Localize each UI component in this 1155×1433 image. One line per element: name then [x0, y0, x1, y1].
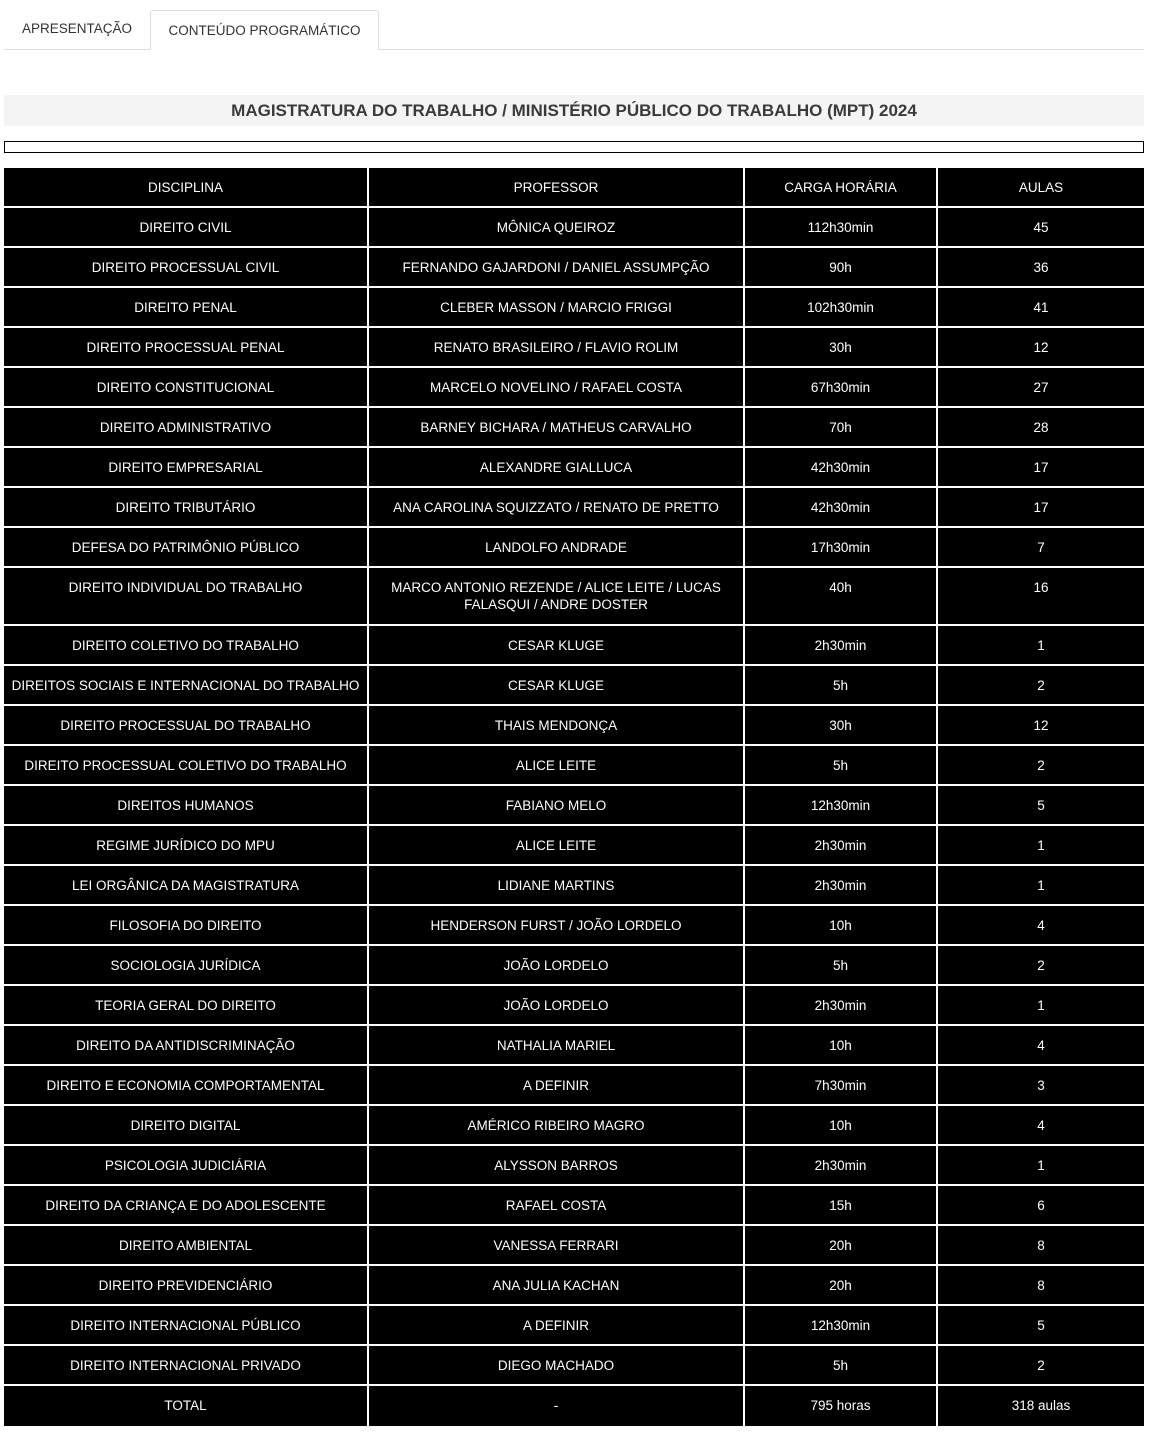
professor-cell: FERNANDO GAJARDONI / DANIEL ASSUMPÇÃO	[369, 248, 745, 288]
professor-cell: ANA JULIA KACHAN	[369, 1266, 745, 1306]
aulas-cell: 1	[938, 1146, 1144, 1186]
table-row	[4, 208, 1144, 248]
aulas-cell: 36	[938, 248, 1144, 288]
carga-horaria-cell: 30h	[745, 328, 938, 368]
professor-cell: DIEGO MACHADO	[369, 1346, 745, 1386]
disciplina-cell: DIREITO INDIVIDUAL DO TRABALHO	[4, 568, 369, 626]
professor-cell: NATHALIA MARIEL	[369, 1026, 745, 1066]
aulas-cell: 1	[938, 866, 1144, 906]
carga-horaria-cell: 15h	[745, 1186, 938, 1226]
carga-horaria-cell: 2h30min	[745, 986, 938, 1026]
aulas-cell: 2	[938, 946, 1144, 986]
professor-cell: AMÉRICO RIBEIRO MAGRO	[369, 1106, 745, 1146]
professor-cell: RENATO BRASILEIRO / FLAVIO ROLIM	[369, 328, 745, 368]
table-row	[4, 1306, 1144, 1346]
disciplina-cell: PSICOLOGIA JUDICIÁRIA	[4, 1146, 369, 1186]
total-row	[4, 1386, 1144, 1426]
disciplina-cell: DIREITO COLETIVO DO TRABALHO	[4, 626, 369, 666]
professor-cell: JOÃO LORDELO	[369, 986, 745, 1026]
carga-horaria-cell: 12h30min	[745, 786, 938, 826]
professor-cell: ANA CAROLINA SQUIZZATO / RENATO DE PRETTO	[369, 488, 745, 528]
table-row	[4, 1266, 1144, 1306]
table-row	[4, 866, 1144, 906]
disciplina-cell: DIREITO DA ANTIDISCRIMINAÇÃO	[4, 1026, 369, 1066]
column-header-carga-horaria: CARGA HORÁRIA	[745, 168, 938, 208]
aulas-cell: 17	[938, 488, 1144, 528]
carga-horaria-cell: 30h	[745, 706, 938, 746]
table-row	[4, 1146, 1144, 1186]
carga-horaria-cell: 40h	[745, 568, 938, 626]
carga-horaria-cell: 90h	[745, 248, 938, 288]
aulas-cell: 1	[938, 826, 1144, 866]
carga-horaria-cell: 10h	[745, 906, 938, 946]
carga-horaria-cell: 42h30min	[745, 448, 938, 488]
carga-horaria-cell: 5h	[745, 666, 938, 706]
disciplina-cell: DIREITO PENAL	[4, 288, 369, 328]
table-row	[4, 288, 1144, 328]
disciplina-cell: TOTAL	[4, 1386, 369, 1426]
professor-cell: MÔNICA QUEIROZ	[369, 208, 745, 248]
table-row	[4, 786, 1144, 826]
column-header-aulas: AULAS	[938, 168, 1144, 208]
aulas-cell: 7	[938, 528, 1144, 568]
aulas-cell: 27	[938, 368, 1144, 408]
disciplina-cell: DIREITO INTERNACIONAL PRIVADO	[4, 1346, 369, 1386]
disciplina-cell: DIREITO TRIBUTÁRIO	[4, 488, 369, 528]
carga-horaria-cell: 795 horas	[745, 1386, 938, 1426]
aulas-cell: 17	[938, 448, 1144, 488]
carga-horaria-cell: 5h	[745, 746, 938, 786]
aulas-cell: 4	[938, 906, 1144, 946]
aulas-cell: 4	[938, 1026, 1144, 1066]
column-header-professor: PROFESSOR	[369, 168, 745, 208]
empty-panel	[4, 141, 1144, 153]
table-row	[4, 1226, 1144, 1266]
professor-cell: RAFAEL COSTA	[369, 1186, 745, 1226]
professor-cell: -	[369, 1386, 745, 1426]
professor-cell: MARCELO NOVELINO / RAFAEL COSTA	[369, 368, 745, 408]
disciplina-cell: SOCIOLOGIA JURÍDICA	[4, 946, 369, 986]
carga-horaria-cell: 2h30min	[745, 866, 938, 906]
table-row	[4, 1066, 1144, 1106]
aulas-cell: 2	[938, 666, 1144, 706]
tab-apresentacao[interactable]: APRESENTAÇÃO	[21, 21, 133, 36]
disciplina-cell: DIREITO PROCESSUAL COLETIVO DO TRABALHO	[4, 746, 369, 786]
professor-cell: BARNEY BICHARA / MATHEUS CARVALHO	[369, 408, 745, 448]
carga-horaria-cell: 5h	[745, 1346, 938, 1386]
aulas-cell: 4	[938, 1106, 1144, 1146]
page-title: MAGISTRATURA DO TRABALHO / MINISTÉRIO PÚBLICO DO TRABALHO (MPT) 2024	[4, 95, 1144, 126]
carga-horaria-cell: 5h	[745, 946, 938, 986]
disciplina-cell: TEORIA GERAL DO DIREITO	[4, 986, 369, 1026]
disciplina-cell: DIREITO DIGITAL	[4, 1106, 369, 1146]
disciplina-cell: DIREITO EMPRESARIAL	[4, 448, 369, 488]
disciplina-cell: DIREITO INTERNACIONAL PÚBLICO	[4, 1306, 369, 1346]
disciplina-cell: DIREITO E ECONOMIA COMPORTAMENTAL	[4, 1066, 369, 1106]
disciplina-cell: DIREITOS SOCIAIS E INTERNACIONAL DO TRABALHO	[4, 666, 369, 706]
aulas-cell: 16	[938, 568, 1144, 626]
professor-cell: LANDOLFO ANDRADE	[369, 528, 745, 568]
professor-cell: HENDERSON FURST / JOÃO LORDELO	[369, 906, 745, 946]
carga-horaria-cell: 2h30min	[745, 626, 938, 666]
aulas-cell: 12	[938, 328, 1144, 368]
aulas-cell: 41	[938, 288, 1144, 328]
table-row	[4, 1106, 1144, 1146]
table-row	[4, 666, 1144, 706]
carga-horaria-cell: 7h30min	[745, 1066, 938, 1106]
professor-cell: CESAR KLUGE	[369, 626, 745, 666]
table-row	[4, 448, 1144, 488]
disciplina-cell: DIREITO ADMINISTRATIVO	[4, 408, 369, 448]
table-row	[4, 528, 1144, 568]
table-row	[4, 328, 1144, 368]
disciplina-cell: DIREITO AMBIENTAL	[4, 1226, 369, 1266]
table-row	[4, 568, 1144, 626]
professor-cell: ALEXANDRE GIALLUCA	[369, 448, 745, 488]
carga-horaria-cell: 42h30min	[745, 488, 938, 528]
table-body	[4, 208, 1144, 1426]
tab-conteudo-programatico[interactable]: CONTEÚDO PROGRAMÁTICO	[150, 10, 379, 50]
disciplina-cell: DIREITO PROCESSUAL DO TRABALHO	[4, 706, 369, 746]
disciplina-cell: DIREITO PROCESSUAL PENAL	[4, 328, 369, 368]
table-row	[4, 1346, 1144, 1386]
table-row	[4, 906, 1144, 946]
disciplina-cell: DIREITO PREVIDENCIÁRIO	[4, 1266, 369, 1306]
table-row	[4, 946, 1144, 986]
carga-horaria-cell: 102h30min	[745, 288, 938, 328]
professor-cell: A DEFINIR	[369, 1066, 745, 1106]
professor-cell: CLEBER MASSON / MARCIO FRIGGI	[369, 288, 745, 328]
disciplina-cell: DIREITO PROCESSUAL CIVIL	[4, 248, 369, 288]
professor-cell: ALYSSON BARROS	[369, 1146, 745, 1186]
carga-horaria-cell: 20h	[745, 1226, 938, 1266]
table-row	[4, 626, 1144, 666]
aulas-cell: 2	[938, 1346, 1144, 1386]
aulas-cell: 2	[938, 746, 1144, 786]
table-row	[4, 1026, 1144, 1066]
table-row	[4, 986, 1144, 1026]
table-row	[4, 746, 1144, 786]
aulas-cell: 3	[938, 1066, 1144, 1106]
professor-cell: FABIANO MELO	[369, 786, 745, 826]
disciplina-cell: FILOSOFIA DO DIREITO	[4, 906, 369, 946]
table-row	[4, 706, 1144, 746]
disciplina-cell: DIREITO CONSTITUCIONAL	[4, 368, 369, 408]
aulas-cell: 1	[938, 626, 1144, 666]
aulas-cell: 12	[938, 706, 1144, 746]
disciplina-cell: DIREITOS HUMANOS	[4, 786, 369, 826]
column-header-disciplina: DISCIPLINA	[4, 168, 369, 208]
table-row	[4, 368, 1144, 408]
disciplina-cell: DIREITO DA CRIANÇA E DO ADOLESCENTE	[4, 1186, 369, 1226]
aulas-cell: 8	[938, 1226, 1144, 1266]
table-header-row	[4, 168, 1144, 208]
carga-horaria-cell: 17h30min	[745, 528, 938, 568]
disciplina-cell: REGIME JURÍDICO DO MPU	[4, 826, 369, 866]
professor-cell: VANESSA FERRARI	[369, 1226, 745, 1266]
carga-horaria-cell: 10h	[745, 1106, 938, 1146]
carga-horaria-cell: 112h30min	[745, 208, 938, 248]
aulas-cell: 5	[938, 1306, 1144, 1346]
disciplina-cell: LEI ORGÂNICA DA MAGISTRATURA	[4, 866, 369, 906]
table-row	[4, 248, 1144, 288]
table-row	[4, 408, 1144, 448]
professor-cell: MARCO ANTONIO REZENDE / ALICE LEITE / LUCAS FALASQUI / ANDRE DOSTER	[369, 568, 745, 626]
syllabus-table	[4, 168, 1144, 1426]
professor-cell: JOÃO LORDELO	[369, 946, 745, 986]
aulas-cell: 6	[938, 1186, 1144, 1226]
table-row	[4, 1186, 1144, 1226]
carga-horaria-cell: 10h	[745, 1026, 938, 1066]
table-row	[4, 488, 1144, 528]
professor-cell: LIDIANE MARTINS	[369, 866, 745, 906]
professor-cell: ALICE LEITE	[369, 826, 745, 866]
aulas-cell: 5	[938, 786, 1144, 826]
table-row	[4, 826, 1144, 866]
professor-cell: CESAR KLUGE	[369, 666, 745, 706]
disciplina-cell: DEFESA DO PATRIMÔNIO PÚBLICO	[4, 528, 369, 568]
carga-horaria-cell: 2h30min	[745, 826, 938, 866]
aulas-cell: 28	[938, 408, 1144, 448]
tab-bar	[4, 10, 1144, 50]
carga-horaria-cell: 67h30min	[745, 368, 938, 408]
carga-horaria-cell: 20h	[745, 1266, 938, 1306]
professor-cell: THAIS MENDONÇA	[369, 706, 745, 746]
carga-horaria-cell: 12h30min	[745, 1306, 938, 1346]
carga-horaria-cell: 70h	[745, 408, 938, 448]
aulas-cell: 318 aulas	[938, 1386, 1144, 1426]
disciplina-cell: DIREITO CIVIL	[4, 208, 369, 248]
professor-cell: ALICE LEITE	[369, 746, 745, 786]
aulas-cell: 8	[938, 1266, 1144, 1306]
aulas-cell: 45	[938, 208, 1144, 248]
carga-horaria-cell: 2h30min	[745, 1146, 938, 1186]
professor-cell: A DEFINIR	[369, 1306, 745, 1346]
aulas-cell: 1	[938, 986, 1144, 1026]
